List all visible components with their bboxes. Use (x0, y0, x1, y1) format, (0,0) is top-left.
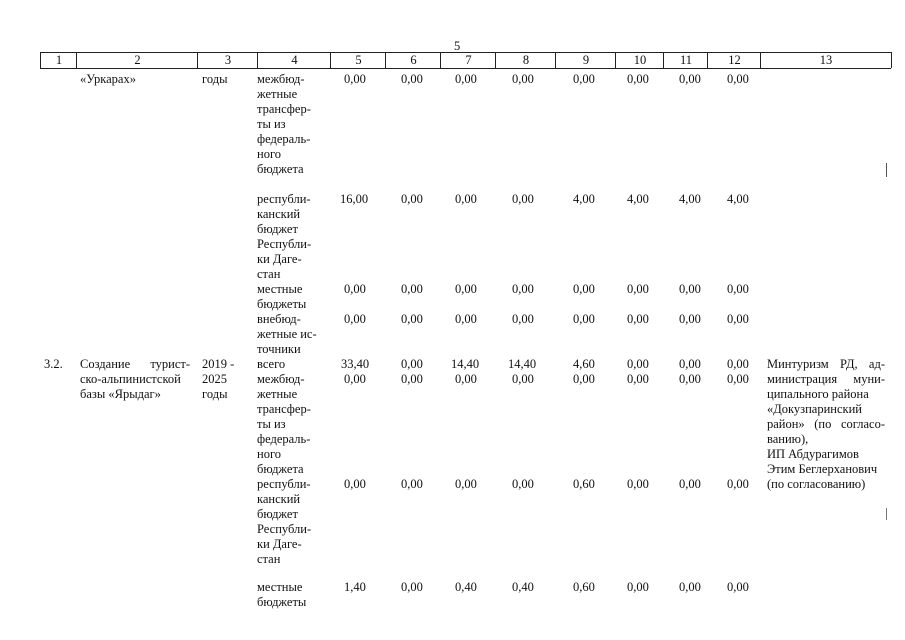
row1-extra-v9: 0,00 (573, 312, 595, 326)
row2-republic-v11: 0,00 (679, 477, 701, 491)
row1-federal-v11: 0,00 (679, 72, 701, 86)
row2-name-line1: Создание турист- (80, 357, 190, 371)
header-col-11: 11 (663, 52, 708, 68)
row2-federal-v8: 0,00 (512, 372, 534, 386)
row2-local-v11: 0,00 (679, 580, 701, 594)
header-bottom-line (40, 68, 891, 69)
header-col-3: 3 (197, 52, 258, 68)
row2-federal-v5: 0,00 (344, 372, 366, 386)
row2-federal-v6: 0,00 (401, 372, 423, 386)
row1-republic-v11: 4,00 (679, 192, 701, 206)
row1-extra-v6: 0,00 (401, 312, 423, 326)
row1-federal-v10: 0,00 (627, 72, 649, 86)
row1-source-local: местные бюджеты (257, 282, 307, 311)
header-col-6: 6 (385, 52, 441, 68)
row2-federal-v11: 0,00 (679, 372, 701, 386)
row2-executor-line1: Минтуризм РД, ад- (767, 357, 885, 371)
row2-republic-v7: 0,00 (455, 477, 477, 491)
row2-source-total: всего (257, 357, 286, 371)
row2-total-v6: 0,00 (401, 357, 423, 371)
row1-republic-v5: 16,00 (340, 192, 369, 206)
row2-number: 3.2. (44, 357, 63, 371)
row2-total-v7: 14,40 (451, 357, 480, 371)
row2-source-local: местные бюджеты (257, 580, 307, 609)
row2-local-v10: 0,00 (627, 580, 649, 594)
row1-local-v10: 0,00 (627, 282, 649, 296)
row2-federal-v9: 0,00 (573, 372, 595, 386)
header-col-12: 12 (707, 52, 761, 68)
header-col-2: 2 (76, 52, 198, 68)
row1-local-v7: 0,00 (455, 282, 477, 296)
row1-federal-v5: 0,00 (344, 72, 366, 86)
row1-extra-v8: 0,00 (512, 312, 534, 326)
row2-local-v5: 1,40 (344, 580, 366, 594)
row2-name (80, 357, 190, 402)
row2-name-line2: ско-альпинистской (80, 372, 181, 386)
row2-local-v8: 0,40 (512, 580, 534, 594)
row2-republic-v9: 0,60 (573, 477, 595, 491)
row1-republic-v10: 4,00 (627, 192, 649, 206)
row1-federal-v6: 0,00 (401, 72, 423, 86)
row1-period: годы (202, 72, 228, 86)
page-number: 5 (454, 39, 461, 53)
row1-extra-v10: 0,00 (627, 312, 649, 326)
row1-source-extrabudget: внебюд- жетные ис- точники (257, 312, 317, 356)
row2-local-v12: 0,00 (727, 580, 749, 594)
row2-total-v12: 0,00 (727, 357, 749, 371)
row1-federal-v8: 0,00 (512, 72, 534, 86)
row2-local-v7: 0,40 (455, 580, 477, 594)
row1-local-v6: 0,00 (401, 282, 423, 296)
row2-total-v8: 14,40 (508, 357, 537, 371)
row1-republic-v6: 0,00 (401, 192, 423, 206)
header-col-5: 5 (330, 52, 386, 68)
row2-federal-v12: 0,00 (727, 372, 749, 386)
row1-extra-v5: 0,00 (344, 312, 366, 326)
row2-total-v11: 0,00 (679, 357, 701, 371)
row2-republic-v5: 0,00 (344, 477, 366, 491)
row1-local-v12: 0,00 (727, 282, 749, 296)
row2-executor-line7: ИП Абдурагимов (767, 447, 859, 461)
row2-executor-line4: «Докузпаринский (767, 402, 862, 416)
header-col-9: 9 (555, 52, 616, 68)
header-col-1: 1 (40, 52, 77, 68)
row1-federal-v12: 0,00 (727, 72, 749, 86)
scan-edge-mark (886, 163, 887, 177)
row1-local-v9: 0,00 (573, 282, 595, 296)
row1-federal-v9: 0,00 (573, 72, 595, 86)
row2-total-v9: 4,60 (573, 357, 595, 371)
row2-total-v10: 0,00 (627, 357, 649, 371)
row1-extra-v7: 0,00 (455, 312, 477, 326)
row1-local-v8: 0,00 (512, 282, 534, 296)
row1-local-v11: 0,00 (679, 282, 701, 296)
row1-name: «Уркарах» (80, 72, 136, 86)
row2-local-v9: 0,60 (573, 580, 595, 594)
row1-republic-v12: 4,00 (727, 192, 749, 206)
row2-republic-v8: 0,00 (512, 477, 534, 491)
row2-source-republic: республи- канский бюджет Республи- ки Даге- стан (257, 477, 312, 566)
row1-republic-v9: 4,00 (573, 192, 595, 206)
row1-source-federal: межбюд- жетные трансфер- ты из федераль- ного бюджета (257, 72, 311, 176)
header-col-8: 8 (495, 52, 556, 68)
row2-executor-line6: ванию), (767, 432, 809, 446)
row2-total-v5: 33,40 (341, 357, 370, 371)
row2-federal-v10: 0,00 (627, 372, 649, 386)
row2-local-v6: 0,00 (401, 580, 423, 594)
row2-source-federal: межбюд- жетные трансфер- ты из федераль- ного бюджета (257, 372, 311, 476)
row1-extra-v12: 0,00 (727, 312, 749, 326)
header-col-13: 13 (760, 52, 892, 68)
row1-local-v5: 0,00 (344, 282, 366, 296)
row1-republic-v8: 0,00 (512, 192, 534, 206)
scan-edge-mark (886, 508, 887, 520)
row2-federal-v7: 0,00 (455, 372, 477, 386)
row2-executor-line2: министрация муни- (767, 372, 885, 386)
header-col-4: 4 (257, 52, 331, 68)
row2-executor (767, 357, 885, 492)
row2-executor-line5: район» (по согласо- (767, 417, 885, 431)
header-col-10: 10 (615, 52, 664, 68)
row2-executor-line3: ципального района (767, 387, 869, 401)
row2-period: 2019 - 2025 годы (202, 357, 235, 401)
header-col-7: 7 (440, 52, 496, 68)
row1-federal-v7: 0,00 (455, 72, 477, 86)
row1-extra-v11: 0,00 (679, 312, 701, 326)
row2-name-line3: базы «Ярыдаг» (80, 387, 161, 401)
row1-source-republic: республи- канский бюджет Республи- ки Даге- стан (257, 192, 312, 281)
row2-republic-v6: 0,00 (401, 477, 423, 491)
row1-republic-v7: 0,00 (455, 192, 477, 206)
row2-executor-line9: (по согласованию) (767, 477, 866, 491)
row2-republic-v10: 0,00 (627, 477, 649, 491)
row2-executor-line8: Этим Беглерханович (767, 462, 878, 476)
row2-republic-v12: 0,00 (727, 477, 749, 491)
